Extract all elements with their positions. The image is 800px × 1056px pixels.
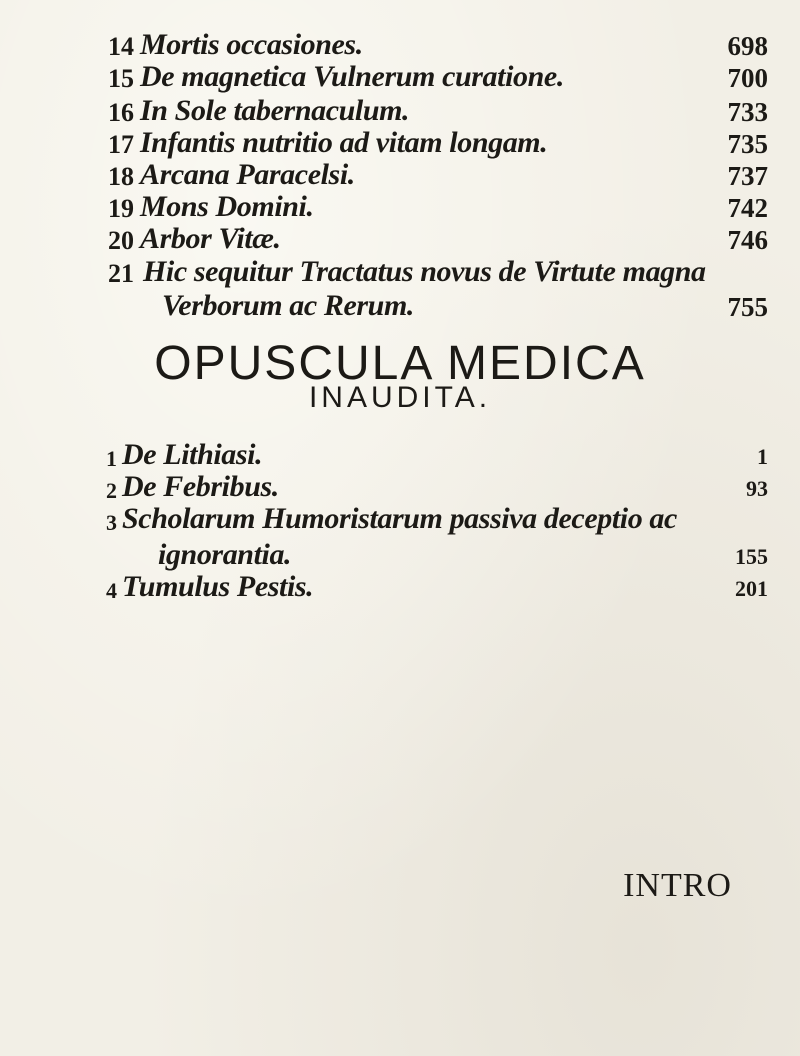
entry-page: 733	[727, 97, 768, 127]
entry-page: 735	[727, 129, 768, 159]
entry-number: 17	[108, 130, 134, 159]
entry-number: 20	[108, 226, 134, 255]
entry-title: De Febribus.	[122, 470, 279, 503]
entry-page: 700	[727, 63, 768, 93]
entry-page: 755	[727, 292, 768, 322]
entry-number: 21	[108, 259, 134, 288]
entry-title: Scholarum Humoristarum passiva deceptio ac	[122, 502, 677, 535]
section-heading: OPUSCULA MEDICA	[154, 337, 646, 390]
entry-page: 746	[727, 225, 768, 255]
entry-number: 15	[108, 64, 134, 93]
entry-number: 4	[106, 578, 117, 603]
entry-page: 698	[727, 31, 768, 61]
entry-title: In Sole tabernaculum.	[140, 94, 410, 127]
entry-number: 16	[108, 98, 134, 127]
catchword: INTRO	[623, 867, 732, 904]
entry-number: 18	[108, 162, 134, 191]
entry-title: Mons Domini.	[140, 190, 314, 223]
entry-title: De Lithiasi.	[122, 438, 263, 471]
entry-title: Arbor Vitæ.	[140, 222, 281, 255]
entry-page: 737	[727, 161, 768, 191]
list-item	[0, 291, 800, 331]
entry-number: 1	[106, 446, 117, 471]
entry-title: Hic sequitur Tractatus novus de Virtute magna	[143, 255, 706, 288]
entry-number: 19	[108, 194, 134, 223]
section-subheading: INAUDITA.	[308, 381, 492, 414]
entry-number: 2	[106, 478, 117, 503]
entry-title: Infantis nutritio ad vitam longam.	[140, 126, 548, 159]
entry-title: ignorantia.	[158, 538, 292, 571]
entry-title: De magnetica Vulnerum curatione.	[140, 60, 564, 93]
entry-number: 3	[106, 510, 117, 535]
entry-title: Arcana Paracelsi.	[140, 158, 355, 191]
entry-title: Mortis occasiones.	[140, 28, 363, 61]
entry-number: 14	[108, 32, 134, 61]
entry-page: 742	[727, 193, 768, 223]
entry-title: Verborum ac Rerum.	[162, 289, 415, 322]
list-item	[0, 504, 800, 544]
entry-page: 1	[757, 444, 768, 469]
entry-title: Tumulus Pestis.	[122, 570, 314, 603]
entry-page: 93	[746, 476, 768, 501]
list-item	[0, 572, 800, 612]
entry-page: 201	[735, 576, 768, 601]
entry-page: 155	[735, 544, 768, 569]
